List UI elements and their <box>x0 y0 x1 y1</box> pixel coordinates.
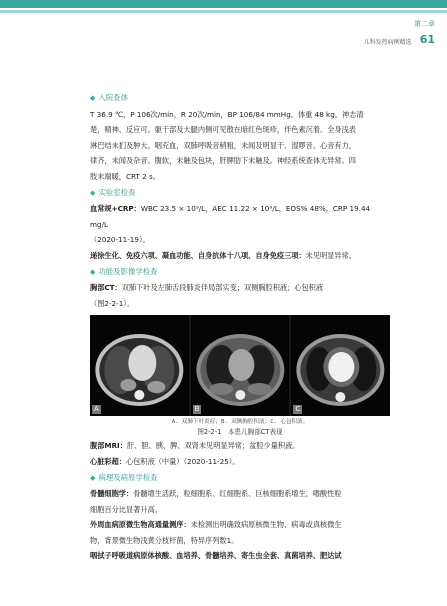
diamond-bullet-icon: ◆ <box>90 473 96 482</box>
ct-pericardial-image <box>291 315 390 416</box>
text-line: （2020-11-19）。 <box>90 235 150 245</box>
page-number: 61 <box>419 33 435 46</box>
text-line: 递徐生化、免疫六项、凝血功能、自身抗体十八项、自身免疫三项：未见明显异常。 <box>90 250 356 260</box>
text-line: 细胞百分比显著升高。 <box>90 504 162 514</box>
text-line: 物，背景微生物浅黄分枝杆菌，特异序列数1。 <box>90 535 239 545</box>
panel-label: C <box>295 405 301 414</box>
text-line: 胸部CT：双肺下叶及左肺舌段肺炎伴局部实变；双侧胸腔积液；心包积液 <box>90 283 324 293</box>
chapter-label: 第二章 <box>414 20 435 28</box>
ct-panel-a <box>90 315 189 416</box>
panel-label: B <box>194 405 200 414</box>
ct-mediastinal-image <box>191 315 290 416</box>
text-line: 淋巴结未扪及肿大。咽充血，双肺呼吸音稍粗，未闻及明显干、湿啰音。心音有力， <box>90 140 356 150</box>
ct-panel-b <box>191 315 290 416</box>
text-line: 心脏彩超：心包积液（中量）（2020-11-25）。 <box>90 456 240 466</box>
text-line: 血常规+CRP：WBC 23.5 × 10⁹/L，AEC 11.22 × 10⁹/L，EOS% 48%，CRP 19.44 mg/L <box>90 204 371 229</box>
figure-caption-title: 图2-2-1 本患儿胸部CT表现 <box>197 428 283 437</box>
ct-lung-window-image <box>90 315 189 416</box>
chapter-subtitle: 儿科发热病例精选 <box>363 39 412 46</box>
running-header <box>364 20 435 48</box>
section-heading-physical-exam: ◆ 入院查体 <box>90 93 128 102</box>
section-heading-imaging: ◆ 功能及影像学检查 <box>90 266 158 276</box>
text-line: 腹部MRI：肝、胆、胰、脾、双肾未见明显异常；盆腔少量积液。 <box>90 441 300 451</box>
diamond-bullet-icon: ◆ <box>90 267 96 276</box>
text-line: （图2-2-1）。 <box>90 298 135 308</box>
text-line: 咽拭子呼吸道病原体核酸、血培养、骨髓培养、寄生虫全套、真菌培养、肥达试 <box>90 551 342 561</box>
panel-label: A <box>94 405 99 414</box>
figure-caption-detail: A. 双肺下叶炎症；B. 双侧胸腔积液；C. 心包积液。 <box>171 419 309 426</box>
text-line: 律齐，未闻及杂音。腹软，未触及包块，肝脾肋下未触及。神经系统查体无异常。四 <box>90 156 356 166</box>
page-body <box>90 90 390 564</box>
diamond-bullet-icon: ◆ <box>90 188 96 197</box>
text-line: T 36.9 ℃，P 106次/min，R 20次/min，BP 106/84 mmHg，体重 48 kg。神志清 <box>90 109 364 119</box>
text-line: 骨髓细胞学：骨髓增生活跃，粒细胞系、红细胞系、巨核细胞系增生，嗜酸性粒 <box>90 489 342 499</box>
text-line: 肢末端暖，CRT 2 s。 <box>90 171 160 181</box>
section-heading-pathology: ◆ 病理及病原学检查 <box>90 472 158 482</box>
ct-figure <box>90 315 390 416</box>
diamond-bullet-icon: ◆ <box>90 94 96 102</box>
section-heading-lab: ◆ 实验室检查 <box>90 187 136 197</box>
ct-panel-c <box>291 315 390 416</box>
text-line: 外周血病原微生物高通量测序：未检测出明确致病原核微生物、病毒或真核微生 <box>90 520 342 530</box>
header-bar <box>0 0 447 8</box>
header-bar-light <box>0 10 447 13</box>
text-line: 楚，精神、反应可。躯干部及大腿内侧可见散在暗红色斑疹，伴色素沉着。全身浅表 <box>90 125 356 135</box>
